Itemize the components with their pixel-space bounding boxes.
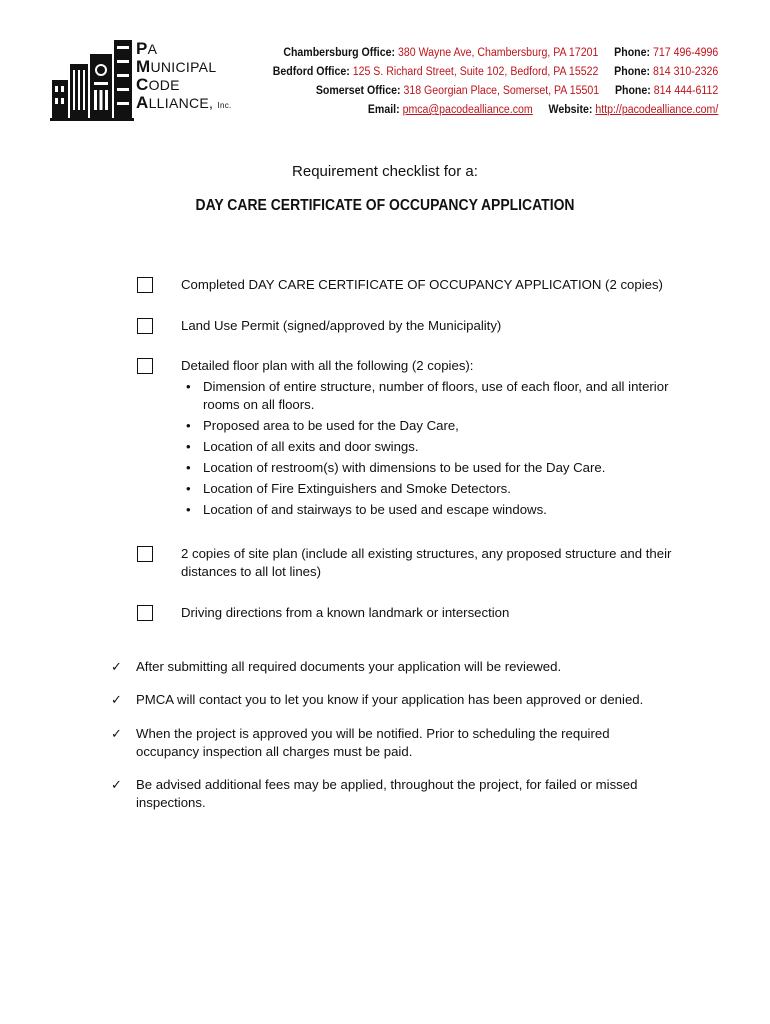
office-address: 318 Georgian Place, Somerset, PA 15501: [403, 85, 599, 97]
office-line-chambersburg: [272, 44, 718, 63]
logo-letter: M: [136, 57, 151, 76]
checkmark-icon: ✓: [111, 659, 122, 674]
phone-label: Phone:: [613, 66, 650, 78]
note-text: Be advised additional fees may be applied, throughout the project, for failed or missed inspections.: [136, 777, 638, 810]
office-line-somerset: [272, 82, 718, 101]
office-contacts: [272, 44, 718, 120]
website-link[interactable]: http://pacodealliance.com/: [595, 104, 718, 116]
page-subtitle: Requirement checklist for a:: [292, 163, 478, 180]
checklist-item-body: [181, 357, 681, 522]
office-label: Somerset Office:: [315, 85, 401, 97]
bullet-item: • Dimension of entire structure, number of floors, use of each floor, and all interior rooms on all floors.: [203, 378, 681, 414]
checkbox-icon[interactable]: [137, 605, 153, 621]
company-logo: [50, 40, 240, 122]
logo-letter: C: [136, 75, 149, 94]
checkbox-icon[interactable]: [137, 358, 153, 374]
checkmark-icon: ✓: [111, 726, 122, 741]
note-text: PMCA will contact you to let you know if your application has been approved or denied.: [136, 692, 644, 707]
checkmark-icon: ✓: [111, 777, 122, 792]
logo-inc: Inc.: [217, 101, 232, 110]
building-logo-icon: [50, 40, 134, 122]
office-label: Bedford Office:: [272, 66, 350, 78]
checklist-item-text: Driving directions from a known landmark or intersection: [181, 605, 510, 620]
office-address: 380 Wayne Ave, Chambersburg, PA 17201: [397, 47, 599, 59]
logo-text-line: LLIANCE,: [148, 95, 214, 111]
bullet-item: • Proposed area to be used for the Day Care,: [203, 417, 681, 435]
office-phone: 814 310-2326: [652, 66, 718, 78]
note-text: After submitting all required documents your application will be reviewed.: [136, 659, 562, 674]
checklist-item-text: Completed DAY CARE CERTIFICATE OF OCCUPANCY APPLICATION (2 copies): [181, 277, 663, 292]
logo-text-line: ODE: [148, 77, 180, 93]
office-line-bedford: [272, 63, 718, 82]
bullet-item: • Location of restroom(s) with dimensions to be used for the Day Care.: [203, 459, 681, 477]
office-phone: 717 496-4996: [652, 47, 718, 59]
floor-plan-bullets: [181, 378, 681, 519]
checklist-item-text: 2 copies of site plan (include all existing structures, any proposed structure and their distances to all lot lines): [181, 546, 672, 579]
email-link[interactable]: pmca@pacodealliance.com: [402, 104, 533, 116]
logo-letter: A: [136, 93, 149, 112]
phone-label: Phone:: [613, 47, 650, 59]
contact-line: [272, 101, 718, 120]
email-label: Email:: [367, 104, 400, 116]
page-title: DAY CARE CERTIFICATE OF OCCUPANCY APPLICATION: [195, 197, 575, 214]
logo-text-line: UNICIPAL: [150, 59, 217, 75]
website-label: Website:: [548, 104, 593, 116]
note-text: When the project is approved you will be notified. Prior to scheduling the required occupancy inspection all charges must be paid.: [136, 726, 610, 759]
office-phone: 814 444-6112: [653, 85, 718, 97]
office-address: 125 S. Richard Street, Suite 102, Bedford, PA 15522: [352, 66, 599, 78]
logo-wordmark: [136, 40, 232, 115]
phone-label: Phone:: [614, 85, 651, 97]
bullet-item: • Location of all exits and door swings.: [203, 438, 681, 456]
checkbox-icon[interactable]: [137, 277, 153, 293]
checkbox-icon[interactable]: [137, 318, 153, 334]
logo-text-line: A: [147, 41, 158, 57]
checkbox-icon[interactable]: [137, 546, 153, 562]
checkmark-icon: ✓: [111, 692, 122, 707]
bullet-item: • Location of Fire Extinguishers and Smoke Detectors.: [203, 480, 681, 498]
office-label: Chambersburg Office:: [283, 47, 395, 59]
bullet-item: • Location of and stairways to be used and escape windows.: [203, 501, 681, 519]
logo-letter: P: [136, 39, 148, 58]
checklist-item-text: Detailed floor plan with all the following (2 copies):: [181, 358, 474, 373]
checklist-item-text: Land Use Permit (signed/approved by the Municipality): [181, 318, 502, 333]
